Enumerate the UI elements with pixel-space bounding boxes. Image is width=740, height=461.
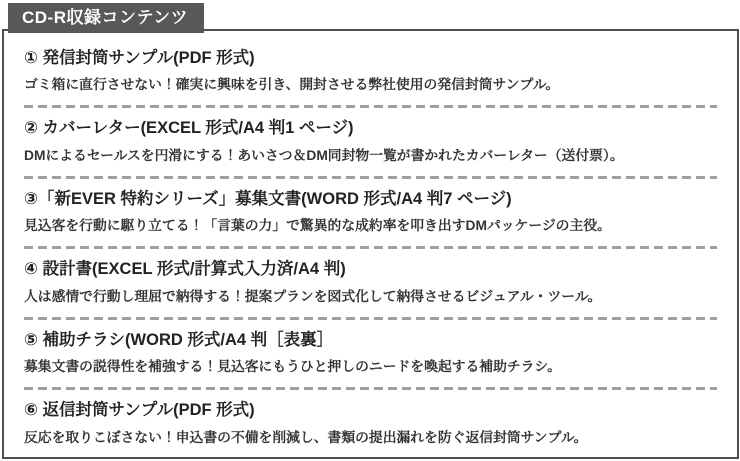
list-item [24,402,717,444]
dashed-divider [24,387,717,390]
section-header-badge [8,3,204,33]
item-description: ゴミ箱に直行させない！確実に興味を引き、開封させる弊社使用の発信封筒サンプル。 [24,77,560,93]
item-description: 見込客を行動に駆り立てる！「言葉の力」で驚異的な成約率を叩き出すDMパッケージの主役。 [24,218,611,234]
item-description: 反応を取りこぼさない！申込書の不備を削減し、書類の提出漏れを防ぐ返信封筒サンプル。 [24,429,588,445]
item-title: ② カバーレター(EXCEL 形式/A4 判1 ページ) [24,119,354,138]
dashed-divider [24,176,717,179]
dashed-divider [24,317,717,320]
dashed-divider [24,246,717,249]
content-box [2,29,739,459]
item-description: DMによるセールスを円滑にする！あいさつ＆DM同封物一覧が書かれたカバーレター（送付票）。 [24,147,624,163]
item-title: ③「新EVER 特約シリーズ」募集文書(WORD 形式/A4 判7 ページ) [24,189,512,208]
section-header-label: CD-R収録コンテンツ [22,8,189,27]
item-title: ⑥ 返信封筒サンプル(PDF 形式) [24,401,255,420]
item-description: 人は感情で行動し理屈で納得する！提案プランを図式化して納得させるビジュアル・ツール。 [24,288,602,304]
list-item [24,50,717,92]
list-item [24,120,717,162]
item-title: ① 発信封筒サンプル(PDF 形式) [24,49,255,67]
item-title: ⑤ 補助チラシ(WORD 形式/A4 判［表裏］ [24,330,334,349]
item-title: ④ 設計書(EXCEL 形式/計算式入力済/A4 判) [24,260,346,279]
dashed-divider [24,105,717,108]
list-item [24,191,717,233]
list-item [24,261,717,303]
list-item [24,332,717,374]
item-description: 募集文書の説得性を補強する！見込客にもうひと押しのニードを喚起する補助チラシ。 [24,359,561,375]
